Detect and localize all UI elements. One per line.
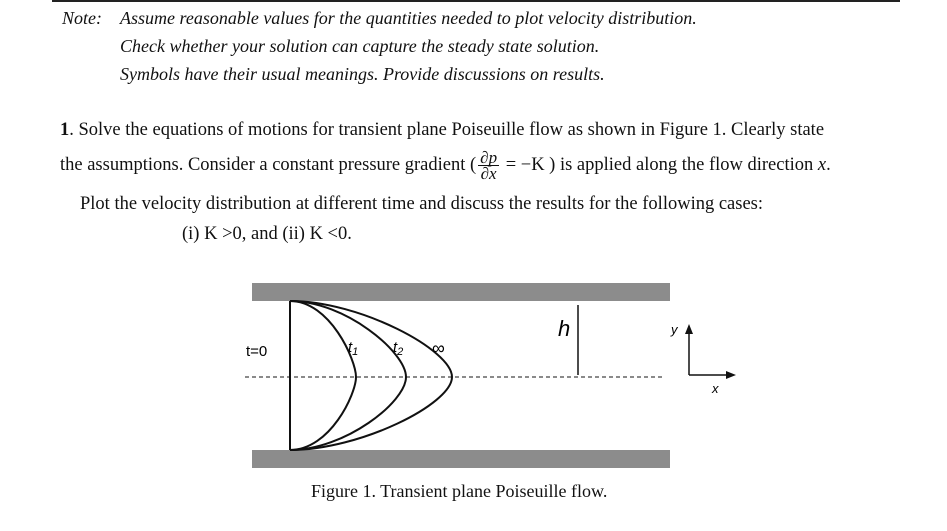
problem-text-1: . Solve the equations of motions for transient plane Poiseuille flow as shown in Figure 1. Clearly state bbox=[69, 120, 825, 140]
label-x: x bbox=[712, 381, 719, 396]
label-t1 bbox=[348, 339, 358, 358]
problem-var-x: x bbox=[817, 154, 827, 175]
label-t1-main: t bbox=[348, 339, 353, 356]
note-label: Note: bbox=[62, 8, 102, 28]
problem-text-2c: . bbox=[826, 154, 831, 175]
profile-steady bbox=[290, 301, 452, 450]
label-t2-main: t bbox=[393, 339, 398, 356]
label-t2 bbox=[393, 339, 403, 358]
label-infinity: ∞ bbox=[432, 338, 445, 358]
problem-text-2a: the assumptions. Consider a constant pressure gradient ( bbox=[60, 154, 477, 175]
note-line-3: Symbols have their usual meanings. Provide discussions on results. bbox=[120, 64, 605, 84]
bottom-wall bbox=[252, 450, 670, 468]
label-t2-sub: 2 bbox=[397, 346, 404, 358]
label-y: y bbox=[671, 322, 678, 337]
fraction-numerator: ∂p bbox=[480, 148, 498, 167]
problem-text-2b: = −K ) is applied along the flow direction bbox=[501, 154, 818, 175]
note-line-1: Assume reasonable values for the quantities needed to plot velocity distribution. bbox=[120, 8, 697, 28]
problem-line-3: Plot the velocity distribution at different time and discuss the results for the following cases: bbox=[80, 194, 764, 214]
problem-number: 1 bbox=[60, 120, 70, 140]
label-h: h bbox=[558, 316, 571, 341]
y-axis-arrow bbox=[685, 324, 693, 334]
top-wall bbox=[252, 283, 670, 301]
profile-t1 bbox=[290, 301, 359, 450]
note-line-2: Check whether your solution can capture the steady state solution. bbox=[120, 36, 600, 56]
fraction-denominator: ∂x bbox=[480, 164, 497, 183]
label-t0: t=0 bbox=[246, 343, 268, 360]
x-axis-arrow bbox=[726, 371, 736, 379]
figure-caption: Figure 1. Transient plane Poiseuille flow. bbox=[311, 481, 608, 501]
label-t1-sub: 1 bbox=[352, 346, 359, 358]
problem-cases: (i) K >0, and (ii) K <0. bbox=[182, 224, 352, 244]
